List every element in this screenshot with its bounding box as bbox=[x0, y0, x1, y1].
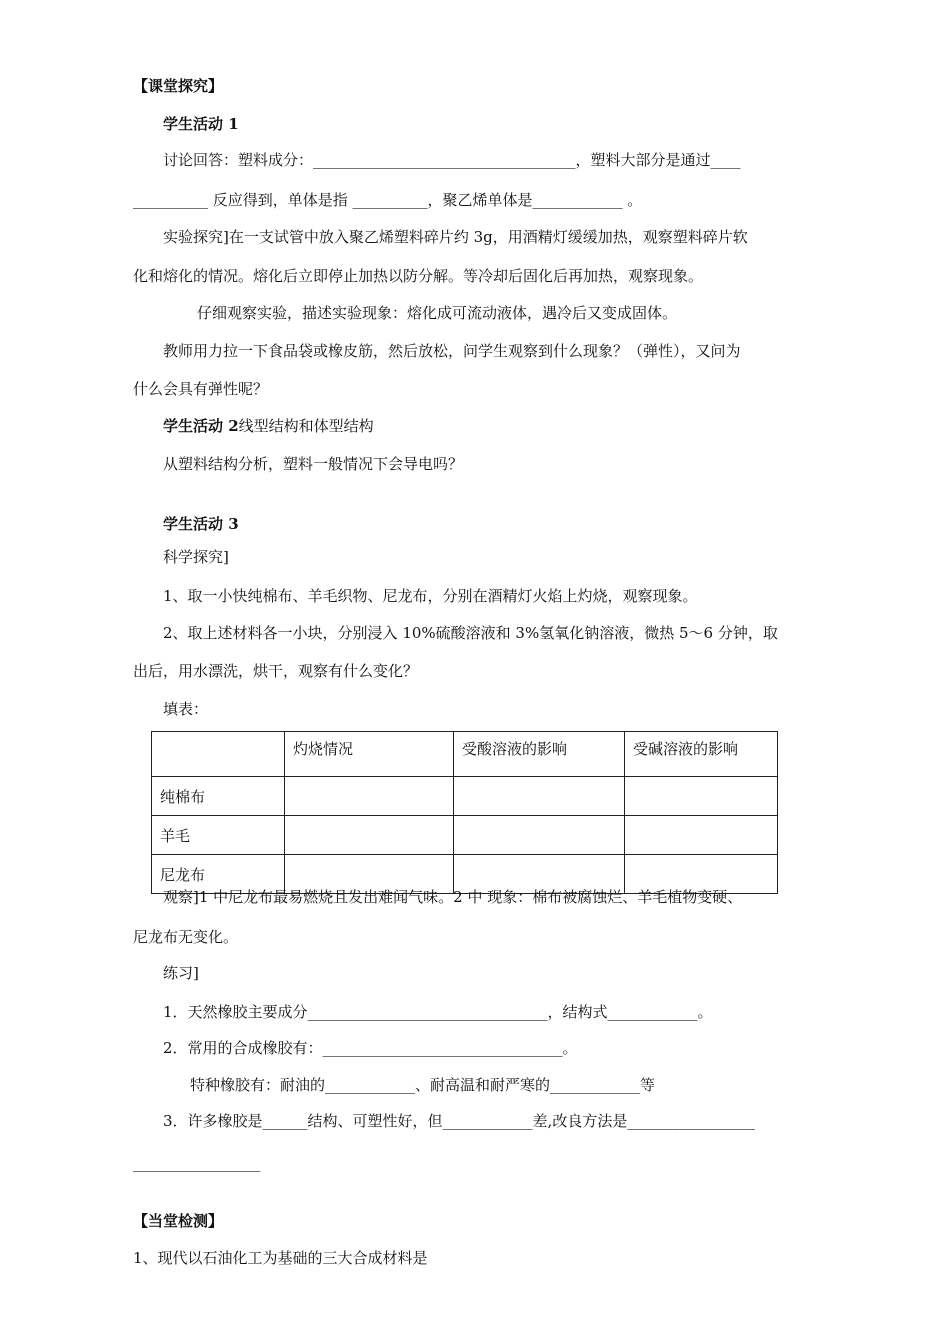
header-cell: 受碱溶液的影响 bbox=[625, 732, 778, 777]
table-row bbox=[152, 816, 778, 855]
table-cell bbox=[285, 816, 454, 855]
section-title-classroom: 【课堂探究】 bbox=[133, 77, 224, 95]
activity2-text: 线型结构和体型结构 bbox=[238, 417, 374, 435]
activity3-title: 学生活动 3 bbox=[163, 515, 239, 533]
practice-label: 练习] bbox=[163, 964, 199, 982]
experiment-line-1: 实验探究]在一支试管中放入聚乙烯塑料碎片约 3g，用酒精灯缓缓加热，观察塑料碎片软 bbox=[163, 228, 748, 246]
discuss-line-1: 讨论回答：塑料成分：___________________________________，塑料大部分是通过____ bbox=[163, 151, 741, 169]
practice-3: 3．许多橡胶是______结构、可塑性好，但____________差,改良方法是_________________ bbox=[163, 1112, 755, 1130]
teacher-line-2: 什么会具有弹性呢？ bbox=[133, 380, 269, 398]
table-row bbox=[152, 777, 778, 816]
step-1: 1、取一小快纯棉布、羊毛织物、尼龙布，分别在酒精灯火焰上灼烧，观察现象。 bbox=[163, 587, 698, 605]
table-header-row bbox=[152, 732, 778, 777]
practice-2: 2．常用的合成橡胶有：________________________________。 bbox=[163, 1039, 578, 1057]
practice-1: 1．天然橡胶主要成分________________________________，结构式____________。 bbox=[163, 1003, 713, 1021]
observe2-line-1: 观察]1 中尼龙布最易燃烧且发出难闻气味。2 中 现象：棉布被腐蚀烂、羊毛植物变硬、 bbox=[163, 888, 743, 906]
header-cell: 灼烧情况 bbox=[285, 732, 454, 777]
header-cell bbox=[152, 732, 285, 777]
header-cell: 受酸溶液的影响 bbox=[454, 732, 625, 777]
table-cell bbox=[625, 777, 778, 816]
section-title-check: 【当堂检测】 bbox=[133, 1212, 224, 1230]
fill-table bbox=[151, 731, 778, 894]
row-label: 纯棉布 bbox=[152, 777, 285, 816]
practice-3-continued: _________________ bbox=[133, 1154, 261, 1172]
activity2-title: 学生活动 2 bbox=[163, 417, 239, 435]
table-cell bbox=[285, 777, 454, 816]
science-label: 科学探究] bbox=[163, 548, 229, 566]
row-label: 羊毛 bbox=[152, 816, 285, 855]
observe-line: 仔细观察实验，描述实验现象：熔化成可流动液体，遇冷后又变成固体。 bbox=[197, 304, 678, 322]
row-label: 尼龙布 bbox=[152, 855, 285, 894]
activity1-title: 学生活动 1 bbox=[163, 115, 239, 133]
activity2-line bbox=[163, 416, 374, 436]
step-2-line-2: 出后，用水漂洗，烘干，观察有什么变化？ bbox=[133, 662, 419, 680]
experiment-line-2: 化和熔化的情况。熔化后立即停止加热以防分解。等冷却后固化后再加热，观察现象。 bbox=[133, 267, 704, 285]
conduct-question: 从塑料结构分析，塑料一般情况下会导电吗？ bbox=[163, 455, 464, 473]
practice-2b: 特种橡胶有：耐油的____________、耐高温和耐严寒的____________等 bbox=[190, 1076, 656, 1094]
observe2-line-2: 尼龙布无变化。 bbox=[133, 928, 239, 946]
discuss-line-2: __________ 反应得到，单体是指 __________，聚乙烯单体是____________ 。 bbox=[133, 191, 643, 209]
step-2-line-1: 2、取上述材料各一小块，分别浸入 10%硫酸溶液和 3%氢氧化钠溶液，微热 5～6 分钟，取 bbox=[163, 624, 778, 642]
table-cell bbox=[454, 777, 625, 816]
teacher-line-1: 教师用力拉一下食品袋或橡皮筋，然后放松，问学生观察到什么现象？（弹性），又问为 bbox=[163, 342, 741, 360]
question-1: 1、现代以石油化工为基础的三大合成材料是 bbox=[133, 1249, 428, 1267]
table-cell bbox=[625, 816, 778, 855]
table-cell bbox=[454, 816, 625, 855]
fill-label: 填表： bbox=[163, 700, 209, 718]
